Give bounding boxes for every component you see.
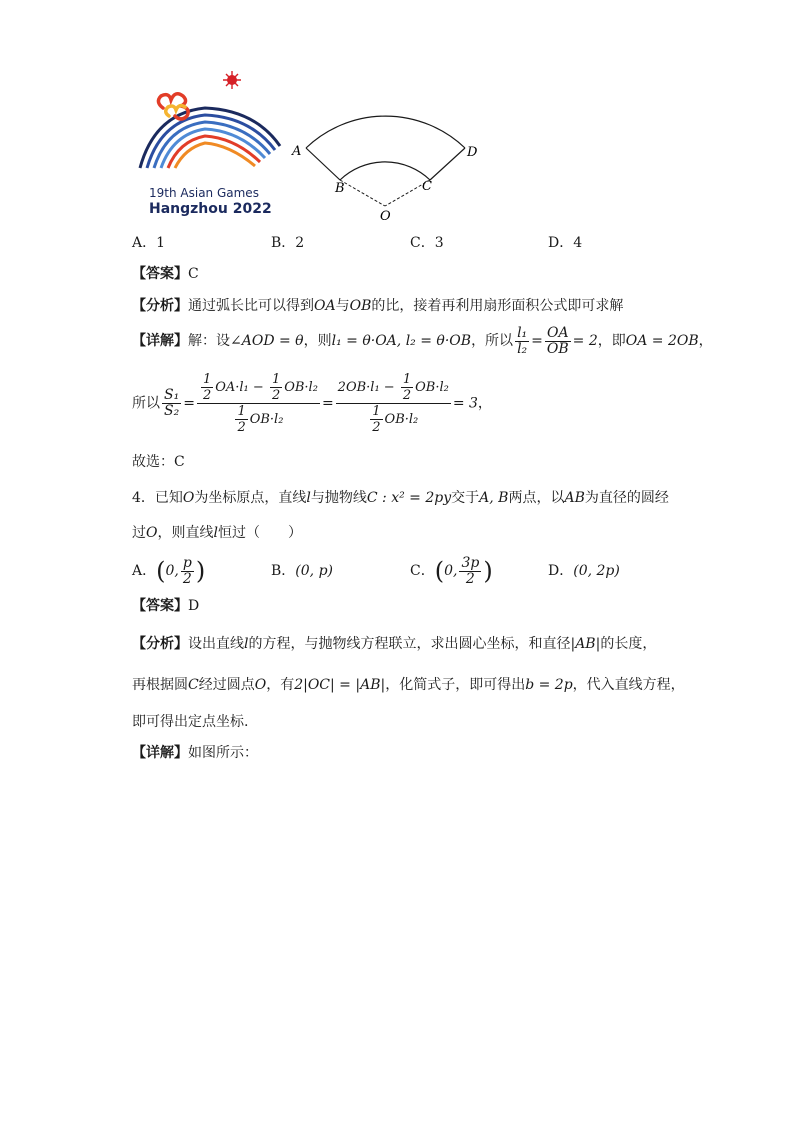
dashed-bo bbox=[340, 180, 385, 206]
label-a: A bbox=[292, 144, 302, 159]
outer-arc bbox=[306, 116, 465, 148]
math-eq: = bbox=[531, 333, 543, 349]
sector-diagram bbox=[290, 100, 490, 225]
q4-text: 4．已知 bbox=[132, 490, 183, 506]
q4-text: 两点，以 bbox=[508, 490, 565, 506]
math-o: O bbox=[146, 525, 158, 541]
detail-text: ，即 bbox=[597, 333, 626, 349]
math-oa-2ob: OA = 2OB bbox=[625, 333, 699, 349]
label-d: D bbox=[467, 145, 478, 160]
analysis-text: ，化简式子，即可得出 bbox=[385, 677, 526, 693]
q4-text: 为直径的圆经 bbox=[584, 490, 669, 506]
q3-option-b[interactable]: B．2 bbox=[271, 235, 305, 251]
analysis-text: ，代入直线方程， bbox=[572, 677, 685, 693]
math-eq: = bbox=[183, 395, 195, 412]
analysis-text: 再根据圆 bbox=[132, 677, 188, 693]
q4-stem-line2 bbox=[132, 523, 302, 543]
math-ob: OB bbox=[349, 298, 372, 314]
q4-detail bbox=[132, 743, 258, 763]
sun-icon bbox=[223, 71, 241, 89]
analysis-text: 通过弧长比可以得到 bbox=[188, 298, 314, 314]
analysis-text: ，有 bbox=[266, 677, 295, 693]
analysis-text: 的比，接着再利用扇形面积公式即可求解 bbox=[371, 298, 624, 314]
inner-arc bbox=[340, 162, 430, 180]
q3-option-a[interactable]: A．1 bbox=[132, 235, 166, 251]
detail-text: 解：设 bbox=[188, 333, 230, 349]
edge-ab bbox=[306, 148, 340, 180]
math-ab: AB bbox=[564, 490, 585, 506]
big-frac-1: $\frac{1}{2}$ OA·l₁ − $\frac{1}{2}$ OB·l₂ $\frac{1}{2}$ OB·l₂ bbox=[197, 372, 320, 435]
q3-detail-line1 bbox=[132, 322, 713, 360]
frac-l: $\frac{\text{l₁}}{\text{l₂}}$ bbox=[517, 324, 528, 357]
q4-analysis-line3: 即可得出定点坐标. bbox=[132, 714, 249, 730]
analysis-text: 的长度， bbox=[600, 636, 657, 652]
answer-tag: 【答案】 bbox=[132, 266, 188, 282]
label-b: B bbox=[335, 181, 345, 196]
answer-tag: 【答案】 bbox=[132, 598, 188, 614]
math-ab: A, B bbox=[479, 490, 509, 506]
q3-detail-line2 bbox=[132, 372, 492, 435]
detail-tag: 【详解】 bbox=[132, 333, 188, 349]
q4-text: ，则直线 bbox=[157, 525, 214, 541]
q4-option-b[interactable]: B．(0, p) bbox=[271, 563, 333, 579]
q4-text: 与抛物线 bbox=[310, 490, 367, 506]
analysis-text: 的方程，与抛物线方程联立，求出圆心坐标，和直径 bbox=[248, 636, 571, 652]
q4-text: 为坐标原点，直线 bbox=[194, 490, 307, 506]
label-c: C bbox=[422, 179, 432, 194]
q4-text: 交于 bbox=[451, 490, 480, 506]
analysis-text: 经过圆点 bbox=[198, 677, 255, 693]
math-o: O bbox=[182, 490, 195, 506]
q4-analysis-line1 bbox=[132, 634, 656, 654]
detail-text: 所以 bbox=[132, 395, 160, 412]
q3-choose: 故选：C bbox=[132, 454, 185, 470]
math-oc-ab: 2|OC| = |AB| bbox=[294, 677, 386, 693]
analysis-text: 设出直线 bbox=[188, 636, 244, 652]
math-o: O bbox=[254, 677, 267, 693]
q4-option-d[interactable]: D．(0, 2p) bbox=[548, 563, 620, 579]
edge-dc bbox=[430, 148, 465, 180]
logo-line1: 19th Asian Games bbox=[149, 186, 259, 200]
big-frac-2: 2OB·l₁ − $\frac{1}{2}$ OB·l₂ $\frac{1}{2}$ OB·l₂ bbox=[337, 372, 449, 435]
math-eq: = bbox=[321, 395, 334, 412]
logo-graphic bbox=[135, 68, 285, 183]
detail-text: ， bbox=[477, 395, 492, 412]
math-l: l bbox=[213, 525, 218, 541]
analysis-tag: 【分析】 bbox=[132, 298, 188, 314]
answer-value: C bbox=[188, 266, 199, 282]
q3-option-c[interactable]: C．3 bbox=[410, 235, 444, 251]
math-arc-lengths: l₁ = θ·OA, l₂ = θ·OB bbox=[331, 333, 472, 349]
math-abs-ab: |AB| bbox=[570, 636, 601, 652]
asian-games-logo bbox=[135, 68, 285, 218]
math-c: C bbox=[188, 677, 199, 693]
answer-value: D bbox=[188, 598, 200, 614]
math-angle: ∠AOD = θ bbox=[230, 333, 304, 349]
math-eq2: = 2 bbox=[572, 333, 598, 349]
detail-text: ，所以 bbox=[471, 333, 514, 349]
frac-oa-ob: $\frac{OA}{OB}$ bbox=[546, 324, 569, 357]
math-l: l bbox=[306, 490, 311, 506]
detail-text: 如图所示： bbox=[188, 745, 258, 761]
q4-option-a[interactable]: A．(0, $\frac{p}{2}$ ) bbox=[132, 554, 206, 587]
math-eq3: = 3 bbox=[452, 395, 478, 412]
q4-text: 过 bbox=[132, 525, 146, 541]
frac-s: $\frac{\text{S₁}}{\text{S₂}}$ bbox=[164, 387, 180, 419]
math-b-2p: b = 2p bbox=[525, 677, 573, 693]
q4-stem-line1 bbox=[132, 488, 669, 508]
q4-option-c[interactable]: C．(0, $\frac{3p}{2}$ ) bbox=[410, 554, 493, 587]
analysis-tag: 【分析】 bbox=[132, 636, 188, 652]
label-o: O bbox=[380, 209, 391, 224]
sector-drawing bbox=[290, 100, 490, 225]
detail-text: ， bbox=[698, 333, 713, 349]
q3-answer bbox=[132, 264, 199, 284]
q4-analysis-line2 bbox=[132, 675, 685, 695]
logo-line2: Hangzhou 2022 bbox=[149, 201, 272, 217]
detail-text: ，则 bbox=[303, 333, 332, 349]
q3-option-d[interactable]: D．4 bbox=[548, 235, 583, 251]
math-parabola: C : x² = 2py bbox=[366, 490, 452, 506]
analysis-text: 与 bbox=[335, 298, 350, 314]
q4-text: 恒过（ ） bbox=[217, 525, 302, 541]
detail-tag: 【详解】 bbox=[132, 745, 188, 761]
q4-answer bbox=[132, 596, 199, 616]
q3-analysis bbox=[132, 296, 623, 316]
math-l: l bbox=[244, 636, 249, 652]
math-oa: OA bbox=[314, 298, 336, 314]
